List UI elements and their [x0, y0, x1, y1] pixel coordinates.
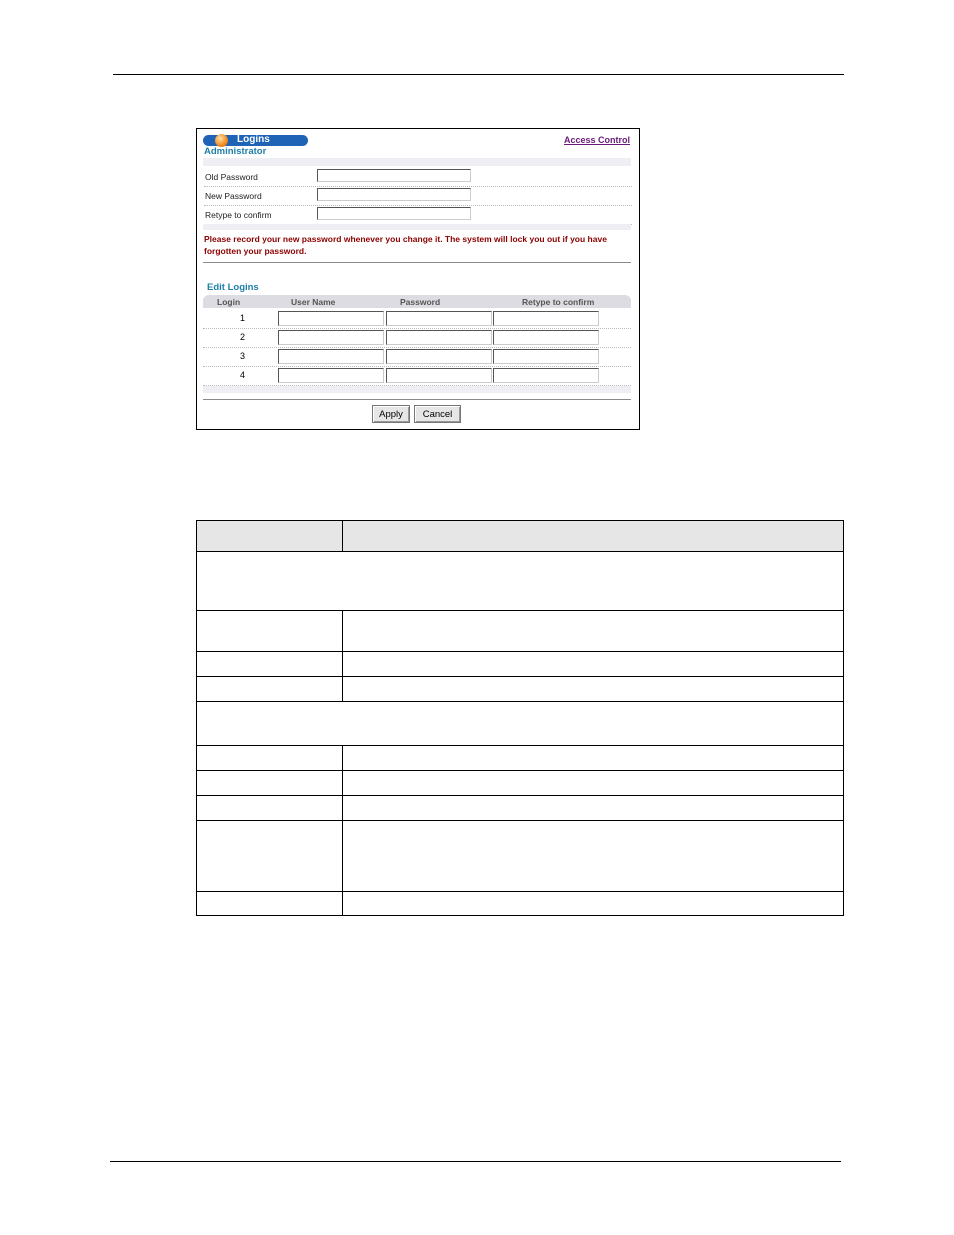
col-retype: Retype to confirm — [522, 297, 595, 307]
old-password-row — [204, 167, 632, 187]
password-input[interactable] — [386, 330, 492, 345]
retype-input[interactable] — [493, 311, 599, 326]
table-row — [197, 677, 844, 702]
old-password-label: Old Password — [205, 172, 258, 182]
apply-button[interactable]: Apply — [372, 405, 410, 423]
retype-input[interactable] — [493, 368, 599, 383]
login-row — [203, 328, 631, 348]
footer-rule — [110, 1161, 841, 1162]
administrator-title: Administrator — [204, 146, 267, 157]
table-row — [197, 702, 844, 746]
password-input[interactable] — [386, 349, 492, 364]
table-row — [197, 652, 844, 677]
login-number: 4 — [240, 370, 246, 380]
password-input[interactable] — [386, 311, 492, 326]
col-user-name: User Name — [291, 297, 336, 307]
user-name-input[interactable] — [278, 311, 384, 326]
edit-logins-title: Edit Logins — [207, 282, 259, 293]
user-name-input[interactable] — [278, 330, 384, 345]
new-password-row — [204, 186, 632, 206]
login-number: 1 — [240, 313, 246, 323]
section-band-end — [203, 386, 631, 393]
new-password-label: New Password — [205, 191, 262, 201]
retype-input[interactable] — [493, 349, 599, 364]
retype-password-label: Retype to confirm — [205, 210, 272, 220]
password-input[interactable] — [386, 368, 492, 383]
access-control-link[interactable]: Access Control — [563, 135, 630, 145]
section-band-bottom — [203, 224, 631, 230]
panel-title: Logins — [237, 134, 270, 145]
login-number: 2 — [240, 332, 246, 342]
table-row — [197, 821, 844, 892]
old-password-input[interactable] — [317, 169, 471, 182]
retype-input[interactable] — [493, 330, 599, 345]
col-login: Login — [217, 297, 241, 307]
edit-logins-header — [203, 295, 631, 308]
table-row — [197, 796, 844, 821]
login-row — [203, 366, 631, 386]
divider — [203, 262, 631, 263]
user-name-input[interactable] — [278, 349, 384, 364]
password-warning: Please record your new password whenever you change it. The system will lock you out if you have forgotten your password. — [204, 234, 607, 256]
cancel-button[interactable]: Cancel — [414, 405, 461, 423]
table-row — [197, 771, 844, 796]
table-header-row — [197, 521, 844, 552]
login-number: 3 — [240, 351, 246, 361]
new-password-input[interactable] — [317, 188, 471, 201]
table-row — [197, 552, 844, 611]
section-band — [203, 158, 631, 166]
field-description-table — [196, 520, 844, 916]
retype-password-input[interactable] — [317, 207, 471, 220]
user-name-input[interactable] — [278, 368, 384, 383]
logins-screenshot — [196, 128, 640, 430]
login-row — [203, 309, 631, 329]
col-password: Password — [400, 297, 441, 307]
table-row — [197, 746, 844, 771]
header-rule — [113, 74, 844, 75]
table-row — [197, 892, 844, 916]
table-row — [197, 611, 844, 652]
retype-password-row — [204, 205, 632, 225]
divider — [203, 399, 631, 400]
logins-title-pill — [203, 135, 308, 146]
login-row — [203, 347, 631, 367]
